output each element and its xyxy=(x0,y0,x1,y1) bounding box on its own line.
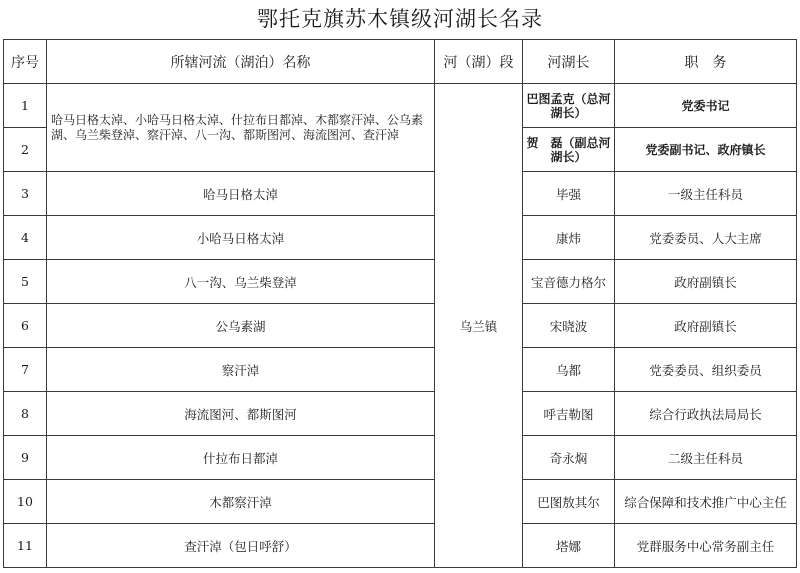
row-position: 党委委员、组织委员 xyxy=(615,348,797,392)
row-rivers: 什拉布日都淖 xyxy=(47,436,435,480)
row-position: 综合保障和技术推广中心主任 xyxy=(615,480,797,524)
row-index: 7 xyxy=(4,348,47,392)
header-segment: 河（湖）段 xyxy=(435,40,523,84)
row-rivers: 八一沟、乌兰柴登淖 xyxy=(47,260,435,304)
table-row xyxy=(4,260,797,304)
row-chief: 毕强 xyxy=(523,172,615,216)
row-rivers: 海流图河、都斯图河 xyxy=(47,392,435,436)
river-chief-table xyxy=(3,39,797,568)
row-chief: 宝音德力格尔 xyxy=(523,260,615,304)
table-row xyxy=(4,480,797,524)
row-chief: 呼吉勒图 xyxy=(523,392,615,436)
header-rivers: 所辖河流（湖泊）名称 xyxy=(47,40,435,84)
row-chief: 贺 磊（副总河湖长） xyxy=(523,128,615,172)
row-chief: 塔娜 xyxy=(523,524,615,568)
row-index: 9 xyxy=(4,436,47,480)
row-rivers: 木都察汗淖 xyxy=(47,480,435,524)
row-position: 一级主任科员 xyxy=(615,172,797,216)
row-index: 11 xyxy=(4,524,47,568)
row-chief: 巴图敖其尔 xyxy=(523,480,615,524)
row-position: 党委书记 xyxy=(615,84,797,128)
header-index: 序号 xyxy=(4,40,47,84)
segment-cell: 乌兰镇 xyxy=(435,84,523,568)
header-chief: 河湖长 xyxy=(523,40,615,84)
row-position: 党委副书记、政府镇长 xyxy=(615,128,797,172)
header-position: 职 务 xyxy=(615,40,797,84)
row-position: 党群服务中心常务副主任 xyxy=(615,524,797,568)
row-index: 10 xyxy=(4,480,47,524)
row-rivers: 小哈马日格太淖 xyxy=(47,216,435,260)
row-rivers: 公乌素湖 xyxy=(47,304,435,348)
table-row xyxy=(4,348,797,392)
row-index: 4 xyxy=(4,216,47,260)
row-position: 综合行政执法局局长 xyxy=(615,392,797,436)
row-index: 5 xyxy=(4,260,47,304)
row-position: 政府副镇长 xyxy=(615,260,797,304)
table-row xyxy=(4,84,797,128)
table-row xyxy=(4,436,797,480)
row-index: 3 xyxy=(4,172,47,216)
row-chief: 乌都 xyxy=(523,348,615,392)
row-rivers: 哈马日格太淖 xyxy=(47,172,435,216)
row-position: 二级主任科员 xyxy=(615,436,797,480)
header-row xyxy=(4,40,797,84)
table-row xyxy=(4,524,797,568)
table-row xyxy=(4,216,797,260)
row-index: 2 xyxy=(4,128,47,172)
row-index: 8 xyxy=(4,392,47,436)
row-chief: 宋晓波 xyxy=(523,304,615,348)
merged-rivers-cell: 哈马日格太淖、小哈马日格太淖、什拉布日都淖、木都察汗淖、公乌素湖、乌兰柴登淖、察汗淖、八一沟、都斯图河、海流图河、查汗淖 xyxy=(47,84,435,172)
row-chief: 康炜 xyxy=(523,216,615,260)
page-title: 鄂托克旗苏木镇级河湖长名录 xyxy=(257,7,543,31)
row-position: 政府副镇长 xyxy=(615,304,797,348)
row-position: 党委委员、人大主席 xyxy=(615,216,797,260)
row-index: 6 xyxy=(4,304,47,348)
row-chief: 奇永焖 xyxy=(523,436,615,480)
row-index: 1 xyxy=(4,84,47,128)
table-row xyxy=(4,392,797,436)
table-row xyxy=(4,304,797,348)
row-rivers: 查汗淖（包日呼舒） xyxy=(47,524,435,568)
row-chief: 巴图孟克（总河湖长） xyxy=(523,84,615,128)
row-rivers: 察汗淖 xyxy=(47,348,435,392)
table-row xyxy=(4,172,797,216)
